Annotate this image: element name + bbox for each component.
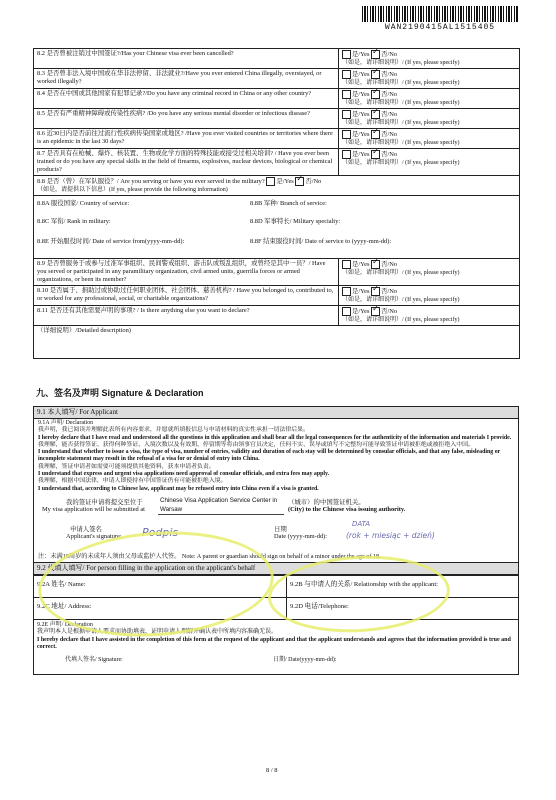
signature-label-cn: 申请人签名 bbox=[70, 525, 102, 533]
detail-description-label: （详细说明）/Detailed description) bbox=[37, 327, 131, 334]
question-row bbox=[34, 109, 520, 129]
military-specialty-field[interactable]: 8.8D 军事特长/ Military specialty: bbox=[250, 218, 341, 225]
yes-checkbox[interactable] bbox=[342, 90, 351, 99]
question-row bbox=[34, 286, 520, 306]
question-row bbox=[34, 259, 520, 286]
questions-table bbox=[33, 48, 520, 359]
military-yes-label: 是/Yes bbox=[276, 177, 294, 185]
question-row bbox=[34, 129, 520, 149]
military-question: 8.8 是否（曾）在军队服役？/ Are you serving or have you ever served in the military? bbox=[37, 177, 265, 185]
submission-location-row bbox=[34, 494, 518, 520]
declaration-line: 我理解，能否获得签证、获得何种签证、入境次数以及有效期、停留期等将由领事官员决定，任何不实、误导或填写不完整均可能导致签证申请被拒绝或被拒绝入中国。 bbox=[38, 441, 474, 448]
submit-city-en: (City) to the Chinese visa issuing authority. bbox=[288, 505, 406, 513]
military-question-row bbox=[34, 176, 520, 196]
declaration-line: 我理解，根据中国法律，申请人即使持有中国签证仍有可能被拒绝入境。 bbox=[38, 478, 227, 485]
question-row bbox=[34, 306, 520, 326]
answer-hint: （如是，请详细说明）/ (If yes, please specify) bbox=[342, 160, 460, 166]
answer-cell bbox=[339, 306, 520, 326]
rep-relation-field[interactable]: 9.2B 与申请人的关系/ Relationship with the applicant: bbox=[287, 575, 519, 597]
military-fields bbox=[34, 196, 520, 259]
military-from-field[interactable]: 8.8E 开始服役时间/ Date of service from(yyyy-mm-dd): bbox=[37, 238, 185, 245]
submit-label-cn: 我的签证申请将提交至位于 bbox=[66, 498, 143, 506]
answer-cell bbox=[339, 129, 520, 149]
no-checkbox[interactable] bbox=[371, 130, 380, 139]
signature-section-title: 九、签名及声明 Signature & Declaration bbox=[36, 388, 204, 398]
question-text: 8.6 近30日内是否前往过流行性疾病传染国家或地区? /Have you ever visited countries or territories where there is an epidemic in the last 30 days? bbox=[34, 129, 339, 149]
yes-checkbox[interactable] bbox=[342, 307, 351, 316]
declaration-line: I understand that, according to Chinese law, applicant may be refused entry into China even if a visa is granted. bbox=[38, 485, 319, 492]
no-checkbox[interactable] bbox=[371, 307, 380, 316]
answer-hint: （如是，请详细说明）/ (If yes, please specify) bbox=[342, 120, 460, 126]
no-label: 否/No bbox=[381, 130, 398, 138]
answer-cell bbox=[339, 259, 520, 286]
date-handwritten-2[interactable]: (rok + miesiąc + dzień) bbox=[346, 530, 435, 540]
answer-cell bbox=[339, 109, 520, 129]
minor-note: 注：未满18周岁的未成年人须由父母或监护人代签。 Note: A parent or guardian should sign on behalf of a minor under the age of 18. bbox=[38, 552, 381, 560]
answer-cell bbox=[339, 69, 520, 89]
barcode bbox=[362, 6, 518, 34]
no-checkbox[interactable] bbox=[371, 70, 380, 79]
yes-checkbox[interactable] bbox=[342, 287, 351, 296]
question-text: 8.4 是否在中国或其他国家有犯罪记录?/Do you have any criminal record in China or any other country? bbox=[34, 89, 339, 109]
answer-hint: （如是，请详细说明）/ (If yes, please specify) bbox=[342, 317, 460, 323]
date-label-cn: 日期 bbox=[274, 525, 287, 533]
rep-signature-field[interactable]: 代填人签名/ Signature: bbox=[65, 657, 123, 664]
no-label: 否/No bbox=[381, 70, 398, 78]
page-number: 8 / 8 bbox=[266, 767, 278, 774]
rep-address-field[interactable]: 9.2C 地址/ Address: bbox=[34, 597, 287, 619]
answer-hint: （如是，请详细说明）/ (If yes, please specify) bbox=[342, 140, 460, 146]
no-checkbox[interactable] bbox=[371, 90, 380, 99]
military-country-field[interactable]: 8.8A 服役国家/ Country of service: bbox=[37, 200, 130, 207]
no-label: 否/No bbox=[381, 260, 398, 268]
yes-label: 是/Yes bbox=[352, 150, 370, 158]
military-hint: （如是，请提供以下信息）(If yes, please provide the following information) bbox=[37, 187, 228, 193]
yes-checkbox[interactable] bbox=[342, 110, 351, 119]
yes-label: 是/Yes bbox=[352, 260, 370, 268]
military-to-field[interactable]: 8.8F 结束服役时间/ Date of service to (yyyy-mm-dd): bbox=[250, 238, 392, 245]
question-row bbox=[34, 49, 520, 69]
submit-label-en: My visa application will be submitted at bbox=[42, 505, 145, 513]
declaration-title: 9.1A 声明/ Declaration bbox=[38, 420, 94, 426]
barcode-bars bbox=[362, 6, 518, 22]
question-text: 8.3 是否曾非法入境中国或在华非法停留、非法就业?/Have you ever entered China illegally, overstayed, or worked illegally? bbox=[34, 69, 339, 89]
question-row bbox=[34, 149, 520, 176]
military-no-checkbox[interactable] bbox=[295, 177, 304, 186]
yes-checkbox[interactable] bbox=[342, 50, 351, 59]
rep-declaration-title: 9.2E 声明/ Declaration bbox=[37, 621, 93, 628]
answer-cell bbox=[339, 149, 520, 176]
no-label: 否/No bbox=[381, 287, 398, 295]
answer-hint: （如是，请详细说明）/ (If yes, please specify) bbox=[342, 60, 460, 66]
answer-hint: （如是，请详细说明）/ (If yes, please specify) bbox=[342, 80, 460, 86]
rep-declaration-cn: 我声明本人是根据申请人要求而协助填表，证明申请人理解并确认表中所填内容准确无误。 bbox=[37, 629, 278, 636]
yes-label: 是/Yes bbox=[352, 287, 370, 295]
answer-cell bbox=[339, 286, 520, 306]
question-text: 8.2 是否曾被注销过中国签证?/Has your Chinese visa ever been cancelled? bbox=[34, 49, 339, 69]
no-label: 否/No bbox=[381, 150, 398, 158]
barcode-text: WAN2190415AL1515405 bbox=[384, 23, 496, 32]
no-checkbox[interactable] bbox=[371, 260, 380, 269]
yes-label: 是/Yes bbox=[352, 90, 370, 98]
answer-hint: （如是，请详细说明）/ (If yes, please specify) bbox=[342, 100, 460, 106]
submit-location-value[interactable]: Chinese Visa Application Service Center in bbox=[160, 496, 278, 504]
yes-label: 是/Yes bbox=[352, 50, 370, 58]
yes-checkbox[interactable] bbox=[342, 150, 351, 159]
yes-label: 是/Yes bbox=[352, 307, 370, 315]
question-text: 8.11 是否还有其他需要声明的事项? / Is there anything else you want to declare? bbox=[34, 306, 339, 326]
submit-city-value[interactable]: Warsaw bbox=[160, 505, 183, 513]
answer-cell bbox=[339, 49, 520, 69]
date-handwritten-1[interactable]: DATA bbox=[352, 519, 371, 528]
applicant-section-bar: 9.1 本人填写/ For Applicant bbox=[34, 407, 518, 419]
yes-label: 是/Yes bbox=[352, 110, 370, 118]
answer-cell bbox=[339, 89, 520, 109]
representative-section-bar: 9.2 代填人填写/ For person filling in the application on the applicant's behalf bbox=[34, 562, 518, 575]
answer-hint: （如是，请详细说明）/ (If yes, please specify) bbox=[342, 270, 460, 276]
submit-underline bbox=[158, 514, 284, 515]
no-checkbox[interactable] bbox=[371, 287, 380, 296]
detail-description-row bbox=[34, 326, 520, 359]
question-text: 8.9 是否曾服务于或参与过准军事组织、民间警戒组织、游击队或叛乱组织，或曾经是其中一员？/ Have you served or participated in any paramilitary organization, civil armed units, guerrilla forces or armed organizations, or been its member? bbox=[34, 259, 339, 286]
submit-city-cn: （城市）的中国签证机关。 bbox=[288, 498, 365, 506]
answer-hint: （如是，请详细说明）/ (If yes, please specify) bbox=[342, 297, 460, 303]
declaration-line: 我声明，我已阅读并理解此表所有内容要求，并愿就所填报信息与申请材料的真实性承担一切法律后果。 bbox=[38, 427, 309, 434]
yes-checkbox[interactable] bbox=[342, 70, 351, 79]
no-checkbox[interactable] bbox=[371, 150, 380, 159]
rep-phone-field[interactable]: 9.2D 电话/Telephone: bbox=[287, 597, 519, 619]
yes-label: 是/Yes bbox=[352, 130, 370, 138]
signature-label-en: Applicant's signature: bbox=[66, 532, 122, 540]
no-label: 否/No bbox=[381, 110, 398, 118]
rep-name-field[interactable]: 9.2A 姓名/ Name: bbox=[34, 575, 287, 597]
yes-checkbox[interactable] bbox=[342, 260, 351, 269]
date-label-en: Date (yyyy-mm-dd): bbox=[274, 532, 328, 540]
question-text: 8.7 是否具有在枪械、爆炸、核装置、生物或化学方面的特殊技能或接受过相关培训? / Have you ever been trained or do you have any special skills in the field of firearms, explosives, nuclear devices, biological or chemical products? bbox=[34, 149, 339, 176]
question-row bbox=[34, 69, 520, 89]
declaration-line: I hereby declare that I have read and understood all the questions in this application and shall bear all the legal consequences for the authenticity of the information and materials I provide. bbox=[38, 434, 512, 441]
no-label: 否/No bbox=[381, 90, 398, 98]
yes-checkbox[interactable] bbox=[342, 130, 351, 139]
declaration-line: 我理解，签证申请者如需要可能须提供其他资料，获本申请者负责。 bbox=[38, 463, 215, 470]
applicant-declaration bbox=[34, 419, 518, 494]
declaration-line: I understand that express and urgent visa applications need approval of consular officials, and extra fees may apply. bbox=[38, 471, 330, 478]
declaration-line: I understand that whether to issue a visa, the type of visa, number of entries, validity and duration of each stay will be determined by consular officials, and that any false, misleading or incomplete statement may result in the refusal of a visa for or denial of entry into China. bbox=[38, 449, 501, 463]
military-yes-checkbox[interactable] bbox=[266, 177, 275, 186]
no-checkbox[interactable] bbox=[371, 110, 380, 119]
military-no-label: 否/No bbox=[305, 177, 322, 185]
rep-date-field[interactable]: 日期/ Date(yyyy-mm-dd): bbox=[273, 657, 337, 664]
military-rank-field[interactable]: 8.8C 军衔/ Rank in military: bbox=[37, 218, 111, 225]
no-label: 否/No bbox=[381, 50, 398, 58]
no-label: 否/No bbox=[381, 307, 398, 315]
applicant-signature[interactable]: Podpis bbox=[142, 525, 179, 539]
rep-declaration-en: I hereby declare that I have assisted in the completion of this form at the request of the applicant and that the applicant understands and agrees that the information provided is true and correct. bbox=[37, 636, 511, 650]
no-checkbox[interactable] bbox=[371, 50, 380, 59]
question-text: 8.10 是否属于、捐助过或协助过任何职业团体、社会团体、慈善机构? / Have you belonged to, contributed to, or worked for any professional, social, or charitable organizations? bbox=[34, 286, 339, 306]
question-row bbox=[34, 89, 520, 109]
military-branch-field[interactable]: 8.8B 军种/ Branch of service: bbox=[250, 200, 327, 207]
question-text: 8.5 是否有严重精神障碍或传染性疾病? /Do you have any serious mental disorder or infectious disease? bbox=[34, 109, 339, 129]
yes-label: 是/Yes bbox=[352, 70, 370, 78]
